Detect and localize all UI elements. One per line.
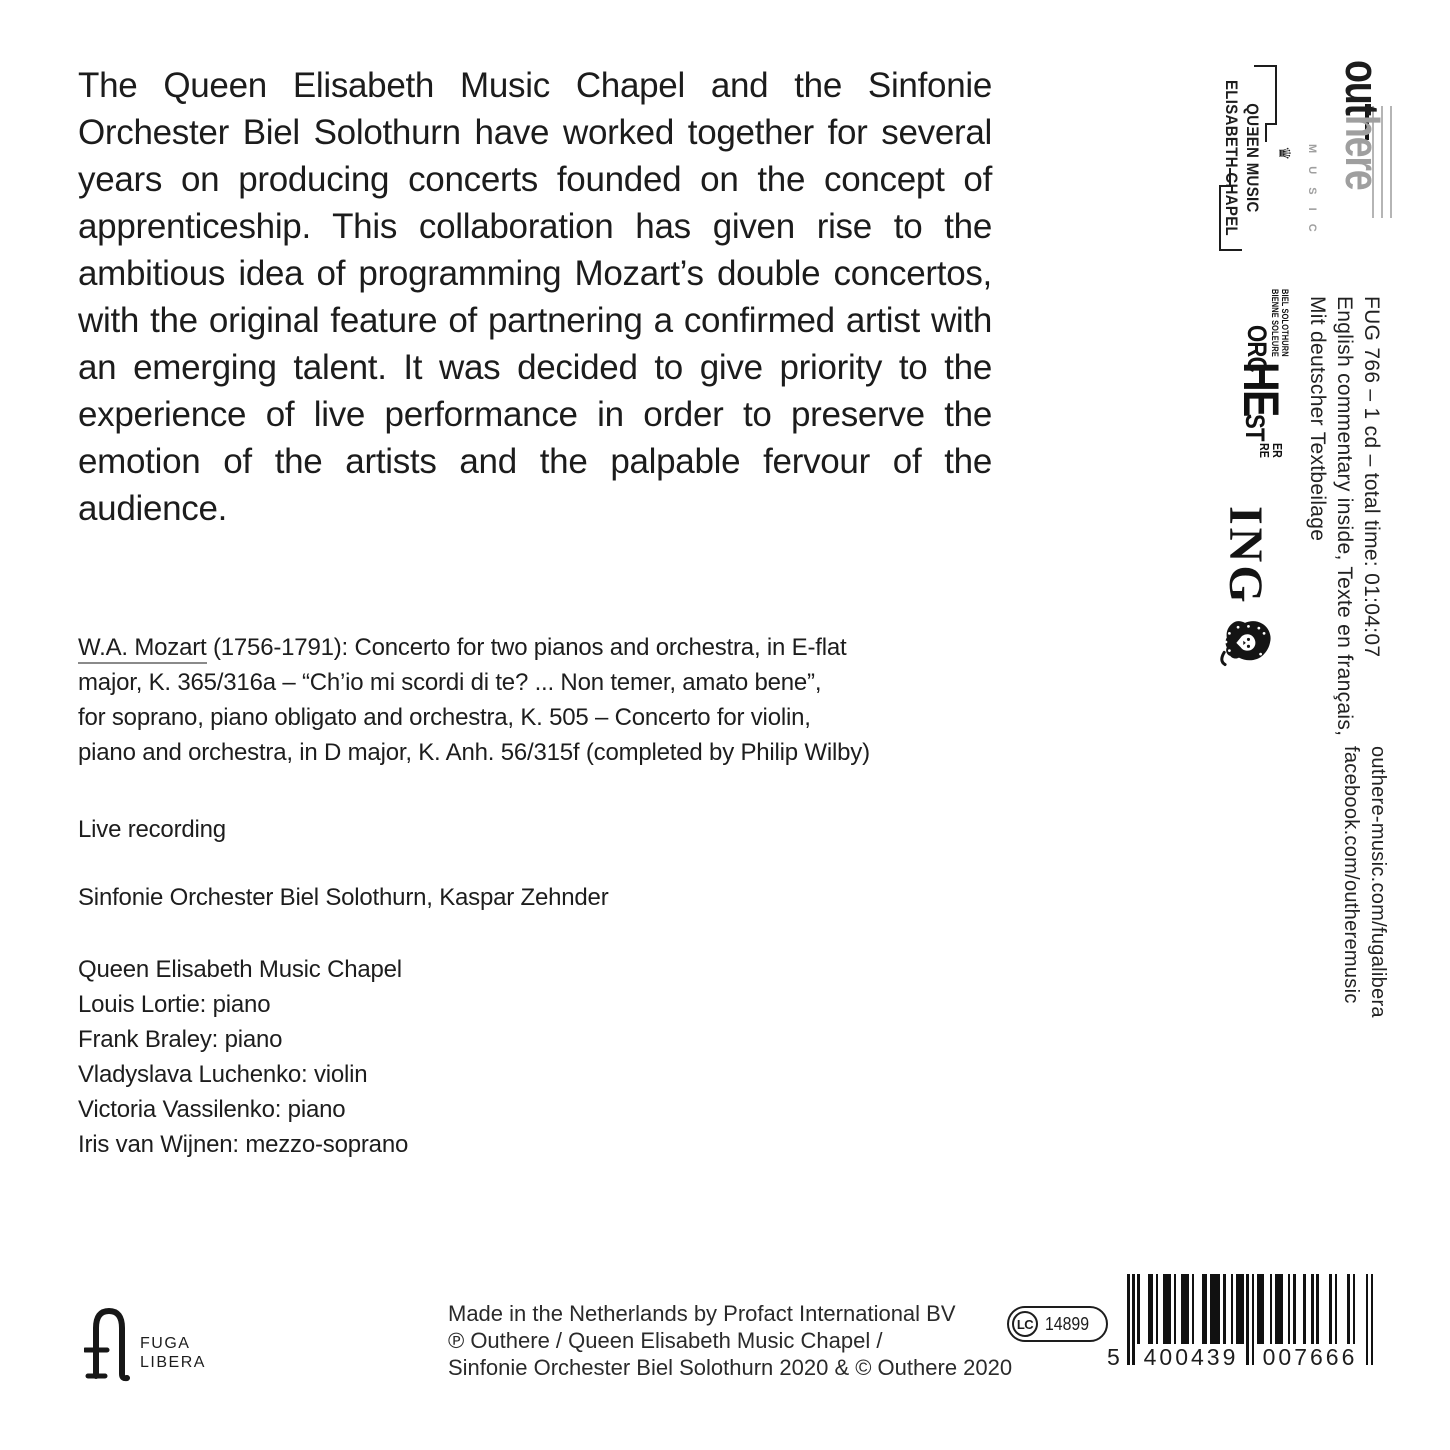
orchestra-credit: Sinfonie Orchester Biel Solothurn, Kaspar Zehnder [78, 884, 609, 911]
performer-line: Frank Braley: piano [78, 1026, 283, 1053]
works-line-2: major, K. 365/316a – “Ch’io mi scordi di te? ... Non temer, amato bene”, [78, 669, 822, 696]
lc-badge [1007, 1306, 1108, 1342]
composer-name: W.A. Mozart [78, 634, 207, 664]
works-line-3: for soprano, piano obligato and orchestra, K. 505 – Concerto for violin, [78, 704, 811, 731]
orch-word-orc: ORC [1242, 325, 1272, 372]
works-line-1-rest: (1756-1791): Concerto for two pianos and orchestra, in E-flat [206, 634, 847, 661]
barcode-digits-left: 400439 [1137, 1344, 1245, 1371]
outhere-music-sub: M U S I C [1306, 144, 1318, 237]
barcode-digit-system: 5 [1107, 1344, 1120, 1370]
fuga-libera-name-1: FUGA [140, 1335, 191, 1352]
outhere-wordmark [1335, 60, 1390, 189]
orch-city-line-1: BIEL SOLOTHURN [1280, 289, 1290, 357]
label-website-url: outhere-music.com/fugalibera [1367, 746, 1389, 1018]
crown-icon: ♛ [1275, 146, 1292, 161]
works-line-4: piano and orchestra, in D major, K. Anh. 56/315f (completed by Philip Wilby) [78, 739, 870, 766]
fuga-libera-glyph [84, 1304, 134, 1382]
barcode-digits-right: 007666 [1255, 1344, 1365, 1371]
outhere-word-here: here [1336, 114, 1389, 190]
queen-elisabeth-chapel-logo [1208, 62, 1292, 254]
commentary-note-1: English commentary inside, Texte en français, [1333, 296, 1356, 737]
live-recording-note: Live recording [78, 816, 226, 843]
imprint-line-2: ℗ Outhere / Queen Elisabeth Music Chapel / [448, 1328, 883, 1353]
performer-line: Vladyslava Luchenko: violin [78, 1061, 368, 1088]
works-line-1 [78, 630, 870, 665]
ing-logo [1217, 506, 1273, 678]
orchester-biel-solothurn-logo [1232, 285, 1292, 479]
commentary-note-2: Mit deutscher Textbeilage [1306, 296, 1329, 542]
outhere-word-out: out [1336, 60, 1389, 115]
imprint [448, 1300, 1012, 1381]
ing-lion-icon [1217, 616, 1273, 668]
orch-word-er: ER [1270, 443, 1285, 458]
qemc-line-2: ELISABETH CHAPEL [1222, 79, 1241, 237]
ensemble-name: Queen Elisabeth Music Chapel [78, 956, 402, 983]
catalog-number: FUG 766 – 1 cd – total time: 01:04:07 [1360, 296, 1383, 658]
performer-line: Louis Lortie: piano [78, 991, 271, 1018]
barcode-module [1371, 1274, 1374, 1365]
orch-word-re: RE [1257, 443, 1272, 458]
fuga-libera-logo [84, 1304, 284, 1394]
facebook-url: facebook.com/outheremusic [1340, 746, 1362, 1004]
lc-circle: LC [1012, 1311, 1038, 1337]
imprint-line-3: Sinfonie Orchester Biel Solothurn 2020 & © Outhere 2020 [448, 1355, 1013, 1380]
orch-city-line-2: BIENNE SOLEURE [1270, 289, 1280, 357]
ing-wordmark: ING [1219, 506, 1272, 606]
qemc-line-1: QUƎEN MUSIC [1243, 103, 1262, 213]
ean-barcode [1107, 1274, 1374, 1370]
orch-word-st: ST [1240, 414, 1270, 441]
performer-line: Iris van Wijnen: mezzo-soprano [78, 1131, 409, 1158]
outhere-music-logo [1300, 60, 1400, 237]
orch-word-he: HE [1233, 362, 1289, 416]
spine-info [1304, 296, 1385, 736]
works-description [78, 630, 870, 770]
intro-paragraph: The Queen Elisabeth Music Chapel and the Sinfonie Orchester Biel Solothurn have worked together for several years on producing concerts founded on the concept of apprenticeship. This collaboration has given rise to the ambitious idea of programming Mozart’s double concertos, with the original feature of partnering a confirmed artist with an emerging talent. It was decided to give priority to the experience of live performance in order to preserve the emotion of the artists and the palpable fervour of the audience. [78, 66, 992, 528]
performer-line: Victoria Vassilenko: piano [78, 1096, 346, 1123]
imprint-line-1: Made in the Netherlands by Profact International BV [448, 1301, 956, 1326]
performer-credits [78, 952, 408, 1162]
staff-line [1390, 106, 1392, 218]
fuga-libera-wordmark [140, 1334, 206, 1372]
lc-number: 14899 [1045, 1313, 1090, 1334]
spine-urls [1337, 746, 1391, 1018]
fuga-libera-name-2: LIBERA [140, 1354, 206, 1371]
